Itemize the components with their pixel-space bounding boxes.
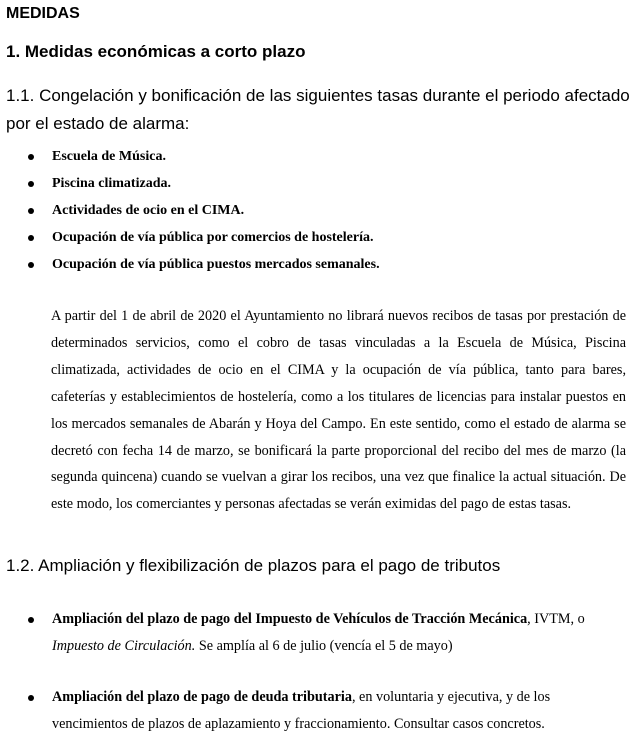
bullet-icon xyxy=(28,262,34,268)
list-item-label: Ocupación de vía pública puestos mercados semanales. xyxy=(52,257,380,272)
bullet-icon xyxy=(28,695,34,701)
item-text: , en voluntaria y ejecutiva, y de los vencimientos de plazos de aplazamiento y fraccionamiento. Consultar casos concretos. xyxy=(52,689,551,732)
subsection-1-2-title: 1.2. Ampliación y flexibilización de plazos para el pago de tributos xyxy=(6,556,501,575)
bullet-icon xyxy=(28,235,34,241)
item-text: Se amplía al 6 de julio (vencía el 5 de mayo) xyxy=(195,638,453,654)
body-paragraph: A partir del 1 de abril de 2020 el Ayuntamiento no librará nuevos recibos de tasas por prestación de determinados servicios, como el cobro de tasas vinculadas a la Escuela de Música, Piscina climatizada, actividades de ocio en el CIMA y la ocupación de vía pública, tanto para bares, cafeterías y establecimientos de hostelería, como a los titulares de licencias para instalar puestos en los mercados semanales de Abarán y Hoya del Campo. En este sentido, como el estado de alarma se decretó con fecha 14 de marzo, se bonificará la parte proporcional del recibo del mes de marzo (la segunda quincena) cuando se vuelvan a girar los recibos, una vez que finalice la actual situación. De este modo, los comerciantes y personas afectadas se verán eximidas del pago de estas tasas. xyxy=(51,308,626,513)
page-heading: MEDIDAS xyxy=(6,5,80,22)
subsection-1-1-title: 1.1. Congelación y bonificación de las siguientes tasas durante el periodo afectado por el estado de alarma: xyxy=(6,86,630,133)
list-item xyxy=(52,684,622,738)
item-bold-text: Ampliación del plazo de pago del Impuesto de Vehículos de Tracción Mecánica xyxy=(52,611,528,627)
bullet-icon xyxy=(28,208,34,214)
list-item-label: Piscina climatizada. xyxy=(52,176,171,191)
list-item-label: Ocupación de vía pública por comercios de hostelería. xyxy=(52,230,374,245)
bullet-icon xyxy=(28,181,34,187)
list-item xyxy=(0,227,380,254)
list-item xyxy=(0,200,380,227)
fee-list xyxy=(0,146,380,281)
list-item xyxy=(0,146,380,173)
item-italic-text: Impuesto de Circulación. xyxy=(52,638,196,654)
list-item-label: Escuela de Música. xyxy=(52,149,166,164)
bullet-icon xyxy=(28,154,34,160)
section-1-title: 1. Medidas económicas a corto plazo xyxy=(6,42,306,61)
list-item-label: Actividades de ocio en el CIMA. xyxy=(52,203,245,218)
bullet-icon xyxy=(28,617,34,623)
item-text: , IVTM, o xyxy=(527,611,585,627)
list-item xyxy=(0,254,380,281)
item-bold-text: Ampliación del plazo de pago de deuda tributaria xyxy=(52,689,352,705)
list-item xyxy=(52,606,622,660)
list-item xyxy=(0,173,380,200)
